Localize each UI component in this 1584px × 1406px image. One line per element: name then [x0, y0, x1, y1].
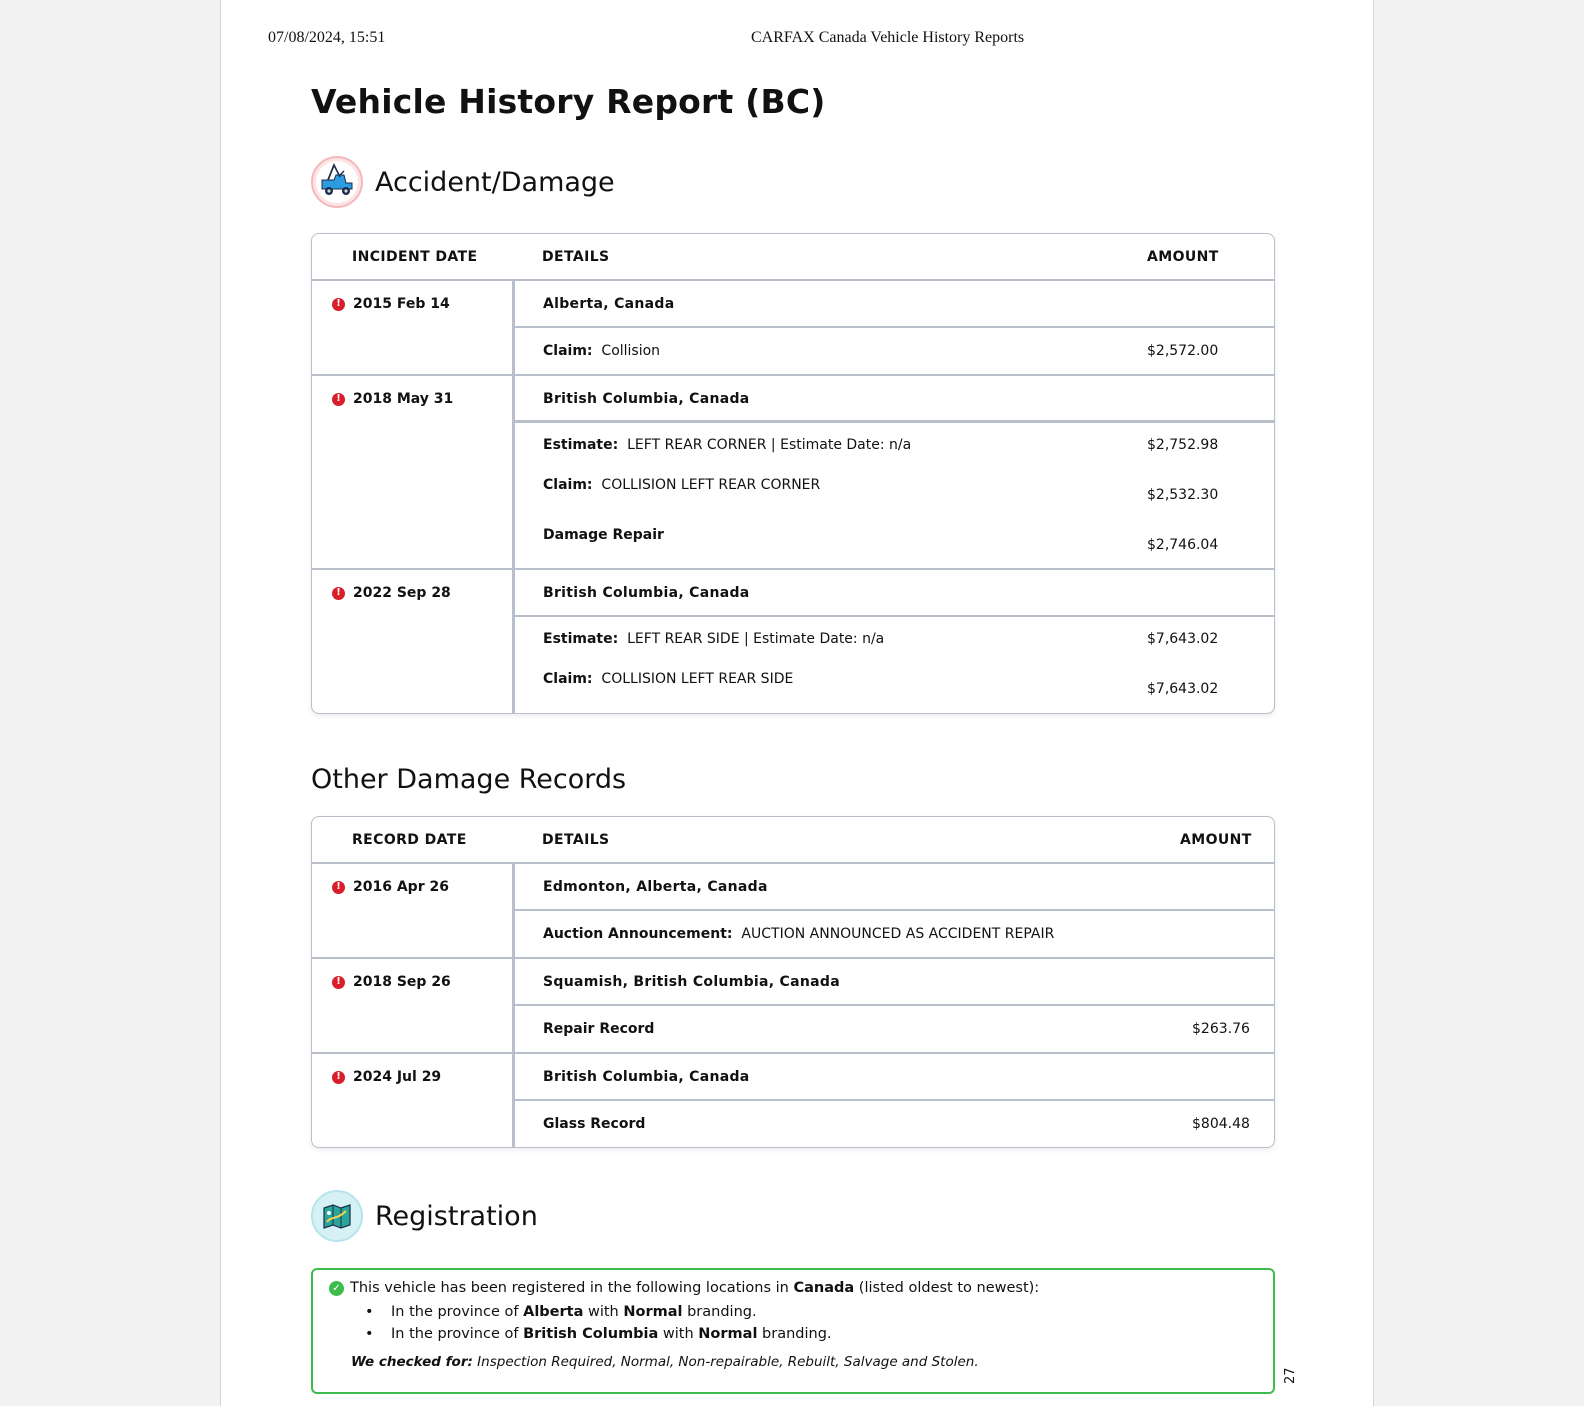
record-date: 2016 Apr 26 [353, 879, 449, 895]
alert-icon: ! [332, 976, 345, 989]
other-damage-table [311, 816, 1275, 1148]
registration-section-title: Registration [375, 1200, 538, 1232]
record-date: 2024 Jul 29 [353, 1069, 442, 1085]
detail-label: Repair Record [543, 1021, 655, 1037]
detail-amount: $2,572.00 [1147, 343, 1219, 359]
intro-text: This vehicle has been registered in the following locations in [350, 1280, 794, 1296]
incident-date-cell [312, 570, 515, 713]
incident-date-cell [312, 281, 515, 374]
record-group [312, 959, 1274, 1054]
detail-label: Claim: [543, 477, 593, 493]
detail-label: Claim: [543, 343, 593, 359]
incident-group [312, 376, 1274, 570]
accident-table [311, 233, 1275, 714]
list-item: • In the province of Alberta with Normal branding. [365, 1304, 1273, 1320]
detail-row [543, 631, 884, 647]
detail-row [515, 328, 1274, 374]
registration-section-header [311, 1190, 538, 1242]
detail-amount: $2,746.04 [1147, 537, 1219, 553]
detail-row [543, 671, 793, 687]
incident-date: 2015 Feb 14 [353, 296, 450, 312]
intro-country: Canada [793, 1280, 855, 1296]
incident-group [312, 570, 1274, 713]
incident-location: British Columbia, Canada [515, 376, 1274, 423]
incident-date: 2018 May 31 [353, 391, 454, 407]
check-circle-icon: ✓ [329, 1281, 344, 1296]
registration-box [311, 1268, 1275, 1394]
alert-icon: ! [332, 881, 345, 894]
record-location: Edmonton, Alberta, Canada [515, 864, 1274, 911]
map-icon [311, 1190, 363, 1242]
detail-row [543, 527, 664, 543]
detail-amount: $7,643.02 [1147, 631, 1219, 647]
record-location: British Columbia, Canada [515, 1054, 1274, 1101]
incident-group [312, 281, 1274, 376]
record-date: 2018 Sep 26 [353, 974, 451, 990]
record-date-cell [312, 959, 515, 1052]
detail-text: AUCTION ANNOUNCED AS ACCIDENT REPAIR [741, 926, 1055, 942]
record-date-cell [312, 1054, 515, 1147]
col-incident-date: INCIDENT DATE [352, 249, 478, 265]
record-group [312, 1054, 1274, 1147]
detail-text: Collision [601, 343, 661, 359]
accident-section-title: Accident/Damage [375, 166, 615, 198]
detail-label: Auction Announcement: [543, 926, 733, 942]
detail-rows [515, 617, 1274, 713]
detail-text: COLLISION LEFT REAR SIDE [601, 671, 794, 687]
col-details: DETAILS [542, 832, 610, 848]
detail-text: LEFT REAR SIDE | Estimate Date: n/a [627, 631, 885, 647]
incident-date-cell [312, 376, 515, 568]
detail-row [515, 1101, 1274, 1147]
detail-row [543, 477, 820, 493]
detail-amount: $263.76 [1192, 1021, 1250, 1037]
detail-label: Claim: [543, 671, 593, 687]
print-site-title: CARFAX Canada Vehicle History Reports [751, 29, 1025, 46]
col-details: DETAILS [542, 249, 610, 265]
intro-suffix: (listed oldest to newest): [854, 1280, 1040, 1296]
other-damage-table-header [312, 817, 1274, 864]
detail-amount: $804.48 [1192, 1116, 1250, 1132]
accident-section-header [311, 156, 615, 208]
col-amount: AMOUNT [1180, 832, 1252, 848]
incident-location: Alberta, Canada [515, 281, 1274, 328]
detail-amount: $2,752.98 [1147, 437, 1219, 453]
page-title: Vehicle History Report (BC) [311, 82, 826, 121]
detail-rows [515, 423, 1274, 568]
detail-row [515, 911, 1274, 957]
accident-table-header [312, 234, 1274, 281]
detail-label: Glass Record [543, 1116, 646, 1132]
detail-label: Estimate: [543, 631, 619, 647]
detail-label: Estimate: [543, 437, 619, 453]
col-amount: AMOUNT [1147, 249, 1219, 265]
detail-amount: $7,643.02 [1147, 681, 1219, 697]
other-damage-title: Other Damage Records [311, 764, 627, 795]
report-page [220, 0, 1374, 1406]
record-location: Squamish, British Columbia, Canada [515, 959, 1274, 1006]
alert-icon: ! [332, 587, 345, 600]
print-datetime: 07/08/2024, 15:51 [268, 29, 386, 46]
page-number: 27 [1283, 1367, 1298, 1384]
incident-date: 2022 Sep 28 [353, 585, 451, 601]
record-date-cell [312, 864, 515, 957]
checked-label: We checked for: [351, 1354, 473, 1370]
col-record-date: RECORD DATE [352, 832, 467, 848]
detail-label: Damage Repair [543, 527, 664, 543]
checked-for-note [351, 1354, 1273, 1370]
tow-truck-icon [311, 156, 363, 208]
detail-row [515, 1006, 1274, 1052]
detail-row [543, 437, 911, 453]
registration-locations-list [365, 1304, 1273, 1342]
list-item: • In the province of British Columbia with Normal branding. [365, 1326, 1273, 1342]
detail-text: LEFT REAR CORNER | Estimate Date: n/a [627, 437, 912, 453]
alert-icon: ! [332, 1071, 345, 1084]
registration-intro [329, 1280, 1273, 1296]
incident-location: British Columbia, Canada [515, 570, 1274, 617]
alert-icon: ! [332, 393, 345, 406]
checked-text: Inspection Required, Normal, Non-repairable, Rebuilt, Salvage and Stolen. [472, 1354, 979, 1370]
record-group [312, 864, 1274, 959]
detail-amount: $2,532.30 [1147, 487, 1219, 503]
alert-icon: ! [332, 298, 345, 311]
detail-text: COLLISION LEFT REAR CORNER [601, 477, 821, 493]
